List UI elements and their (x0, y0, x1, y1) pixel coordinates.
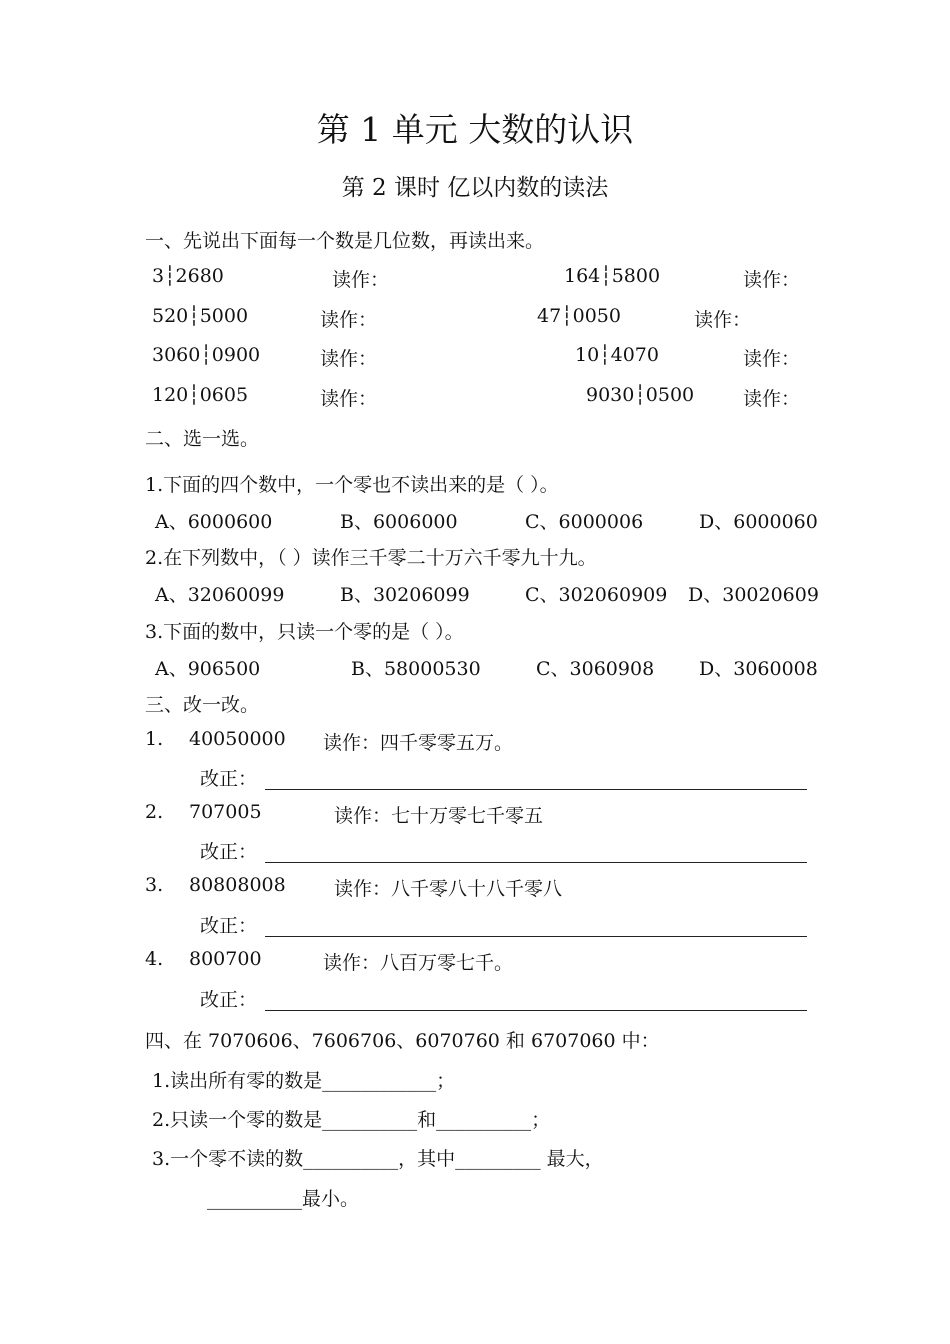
correct-label: 改正： (200, 768, 258, 790)
read-label: 读作： (332, 269, 390, 291)
read-label: 读作： (320, 348, 378, 370)
correct-label: 改正： (200, 841, 258, 863)
answer-line[interactable] (265, 936, 807, 937)
item-number: 707005 (189, 801, 262, 823)
page-title: 第 1 单元 大数的认识 (316, 110, 634, 149)
number-7: 120┆0605 (152, 384, 249, 406)
read-label: 读作： (743, 269, 801, 291)
fill-question-2[interactable]: 2.只读一个零的数是__________和__________； (152, 1109, 551, 1131)
option-d: D、3060008 (699, 658, 818, 680)
answer-line[interactable] (265, 862, 807, 863)
item-reading: 读作：八千零八十八千零八 (334, 878, 563, 900)
number-2: 164┆5800 (564, 265, 661, 287)
item-index: 3. (145, 874, 164, 896)
fill-question-1[interactable]: 1.读出所有零的数是____________； (152, 1070, 456, 1092)
option-c: C、3060908 (536, 658, 655, 680)
answer-line[interactable] (265, 1010, 807, 1011)
section4-heading: 四、在 7070606、7606706、6070760 和 6707060 中： (145, 1030, 660, 1052)
option-b: B、30206099 (340, 584, 470, 606)
number-3: 520┆5000 (152, 305, 249, 327)
section3-heading: 三、改一改。 (145, 694, 260, 716)
question-2: 2.在下列数中，（ ）读作三千零二十万六千零九十九。 (145, 547, 597, 569)
option-b: B、6006000 (340, 511, 458, 533)
number-1: 3┆2680 (152, 265, 224, 287)
item-index: 4. (145, 948, 164, 970)
item-reading: 读作：四千零零五万。 (323, 732, 514, 754)
number-8: 9030┆0500 (586, 384, 695, 406)
option-c: C、302060909 (525, 584, 668, 606)
item-reading: 读作：七十万零七千零五 (334, 805, 544, 827)
item-number: 800700 (189, 948, 262, 970)
item-index: 1. (145, 728, 164, 750)
option-a: A、32060099 (155, 584, 285, 606)
read-label: 读作： (694, 309, 752, 331)
section1-heading: 一、先说出下面每一个数是几位数，再读出来。 (145, 230, 545, 252)
page-subtitle: 第 2 课时 亿以内数的读法 (341, 175, 609, 201)
question-3: 3.下面的数中，只读一个零的是（ ）。 (145, 621, 464, 643)
question-1: 1.下面的四个数中，一个零也不读出来的是（ ）。 (145, 474, 559, 496)
option-b: B、58000530 (351, 658, 481, 680)
answer-line[interactable] (265, 789, 807, 790)
fill-question-3-continued[interactable]: __________最小。 (207, 1188, 360, 1210)
option-a: A、6000600 (155, 511, 273, 533)
number-6: 10┆4070 (575, 344, 659, 366)
fill-question-3[interactable]: 3.一个零不读的数__________，其中_________ 最大， (152, 1148, 604, 1170)
section2-heading: 二、选一选。 (145, 428, 260, 450)
correct-label: 改正： (200, 989, 258, 1011)
read-label: 读作： (320, 309, 378, 331)
correct-label: 改正： (200, 915, 258, 937)
number-5: 3060┆0900 (152, 344, 261, 366)
item-reading: 读作：八百万零七千。 (323, 952, 514, 974)
option-d: D、30020609 (688, 584, 819, 606)
item-number: 80808008 (189, 874, 286, 896)
option-d: D、6000060 (699, 511, 818, 533)
read-label: 读作： (320, 388, 378, 410)
item-index: 2. (145, 801, 164, 823)
number-4: 47┆0050 (537, 305, 621, 327)
option-c: C、6000006 (525, 511, 644, 533)
option-a: A、906500 (155, 658, 261, 680)
item-number: 40050000 (189, 728, 286, 750)
read-label: 读作： (743, 388, 801, 410)
read-label: 读作： (743, 348, 801, 370)
